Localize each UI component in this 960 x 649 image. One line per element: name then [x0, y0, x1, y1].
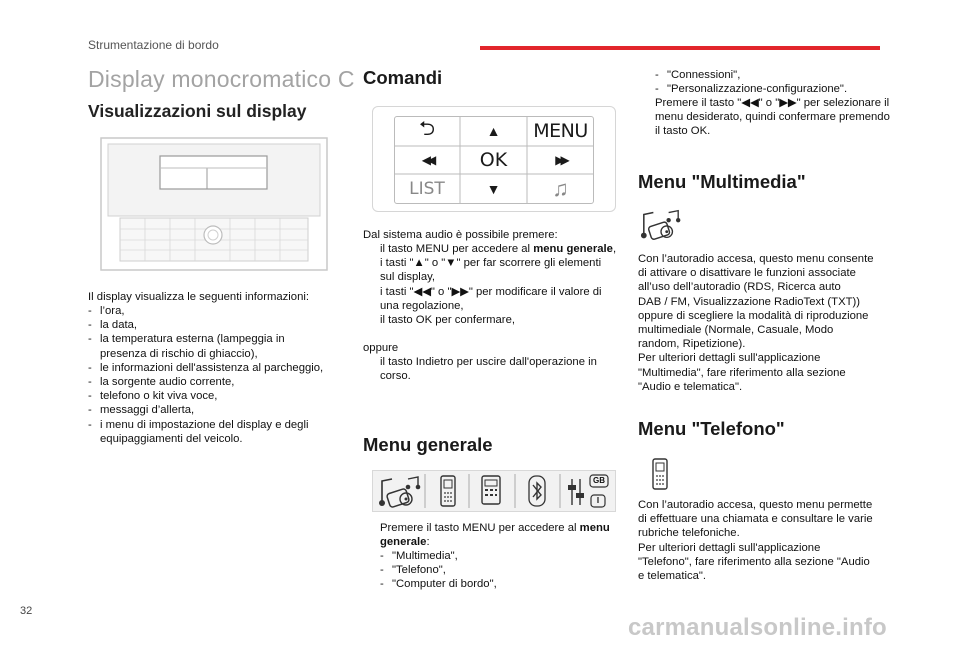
list-item: - "Computer di bordo",: [380, 578, 497, 591]
display-info-list: [88, 304, 333, 446]
menu-generale-heading: Menu generale: [363, 434, 493, 455]
audio-keypad: [372, 106, 616, 212]
list-item: Premere il tasto "◀◀" o "▶▶" per selezionare il menu desiderato, quindi confermare premendo il tasto OK.: [655, 97, 890, 138]
list-item: - telefono o kit viva voce,: [88, 390, 218, 403]
list-item: - la data,: [88, 319, 138, 332]
comandi-list-last: [363, 355, 618, 383]
comandi-list: [363, 242, 618, 327]
header-accent-bar: [480, 46, 880, 50]
menu-generale-list: [363, 521, 618, 549]
oppure-text: oppure: [363, 342, 399, 354]
multimedia-icon-large: [640, 206, 682, 242]
page-title: Display monocromatico C: [88, 66, 355, 92]
forward-button[interactable]: ▶▶: [555, 153, 566, 167]
bluetooth-icon: [527, 474, 547, 508]
list-item: - messaggi d’allerta,: [88, 404, 195, 417]
down-button[interactable]: ▼: [486, 181, 501, 197]
telefono-heading: Menu "Telefono": [638, 418, 785, 439]
running-header: Strumentazione di bordo: [88, 38, 219, 52]
menu-entries-list: [380, 549, 610, 592]
page-number: 32: [20, 605, 33, 617]
list-item: - "Telefono",: [380, 564, 446, 577]
gb-flag-label: GB: [593, 476, 605, 485]
phone-icon: [438, 474, 458, 508]
watermark: carmanualsonline.info: [628, 614, 887, 641]
list-button[interactable]: LIST: [409, 179, 445, 199]
comandi-heading: Comandi: [363, 67, 443, 88]
menu-button[interactable]: MENU: [533, 120, 588, 142]
up-button[interactable]: ▲: [486, 123, 501, 139]
settings-icon: [566, 473, 612, 509]
list-item: - la sorgente audio corrente,: [88, 376, 235, 389]
trip-computer-icon: [480, 474, 502, 508]
list-item: i tasti "◀◀" o "▶▶" per modificare il valore di una regolazione,: [380, 285, 602, 312]
list-item: il tasto Indietro per uscire dall'operazione in corso.: [380, 356, 597, 383]
list-item: il tasto MENU per accedere al menu generale,: [380, 243, 617, 255]
display-panel-drawing: [100, 137, 328, 271]
display-section-heading: Visualizzazioni sul display: [88, 101, 307, 121]
telefono-description: Con l’autoradio accesa, questo menu permette di effettuare una chiamata e consultare le varie rubriche telefoniche. Per ulteriori dettagli sull'applicazione "Telefono", fare riferimento alla sezione "Audio e telematica".: [638, 499, 873, 583]
list-item: - "Connessioni",: [655, 69, 741, 81]
rewind-button[interactable]: ◀◀: [421, 153, 433, 167]
list-item: - le informazioni dell'assistenza al parcheggio,: [88, 361, 324, 374]
back-button[interactable]: ⮌: [418, 118, 436, 140]
list-item: - la temperatura esterna (lampeggia in presenza di rischio di ghiaccio),: [88, 333, 285, 360]
list-item: Premere il tasto MENU per accedere al menu generale:: [380, 522, 610, 549]
multimedia-description: Con l’autoradio accesa, questo menu consente di attivare o disattivare le funzioni associate all’uso dell’autoradio (RDS, Ricerca auto DAB / FM, Visualizzazione RadioText (TXT)) oppure di scegliere la modalità di riproduzione multimediale (Normale, Casuale, Modo random, Ripetizione). Per ulteriori dettagli sull'applicazione "Multimedia", fare riferimento alla sezione "Audio e telematica".: [638, 253, 874, 393]
list-item: - l’ora,: [88, 305, 125, 317]
list-item: - i menu di impostazione del display e degli equipaggiamenti del veicolo.: [88, 418, 309, 445]
ok-button[interactable]: OK: [479, 149, 508, 171]
multimedia-icon: [378, 473, 422, 509]
display-intro: Il display visualizza le seguenti informazioni:: [88, 291, 310, 303]
comandi-intro: Dal sistema audio è possibile premere:: [363, 229, 558, 241]
music-note-icon[interactable]: ♫: [552, 176, 569, 201]
menu-entries-cont-list: [655, 68, 895, 96]
list-item: il tasto OK per confermare,: [380, 314, 515, 327]
list-item: i tasti "▲" o "▼" per far scorrere gli elementi sul display,: [380, 257, 602, 284]
select-menu-list: [638, 96, 896, 139]
i-flag-label: I: [596, 496, 600, 505]
list-item: - "Personalizzazione-configurazione".: [655, 83, 848, 96]
phone-icon-large: [650, 455, 670, 493]
list-item: - "Multimedia",: [380, 550, 458, 562]
menu-icon-strip: [372, 470, 616, 512]
multimedia-heading: Menu "Multimedia": [638, 171, 806, 192]
display-illustration: [100, 137, 328, 271]
